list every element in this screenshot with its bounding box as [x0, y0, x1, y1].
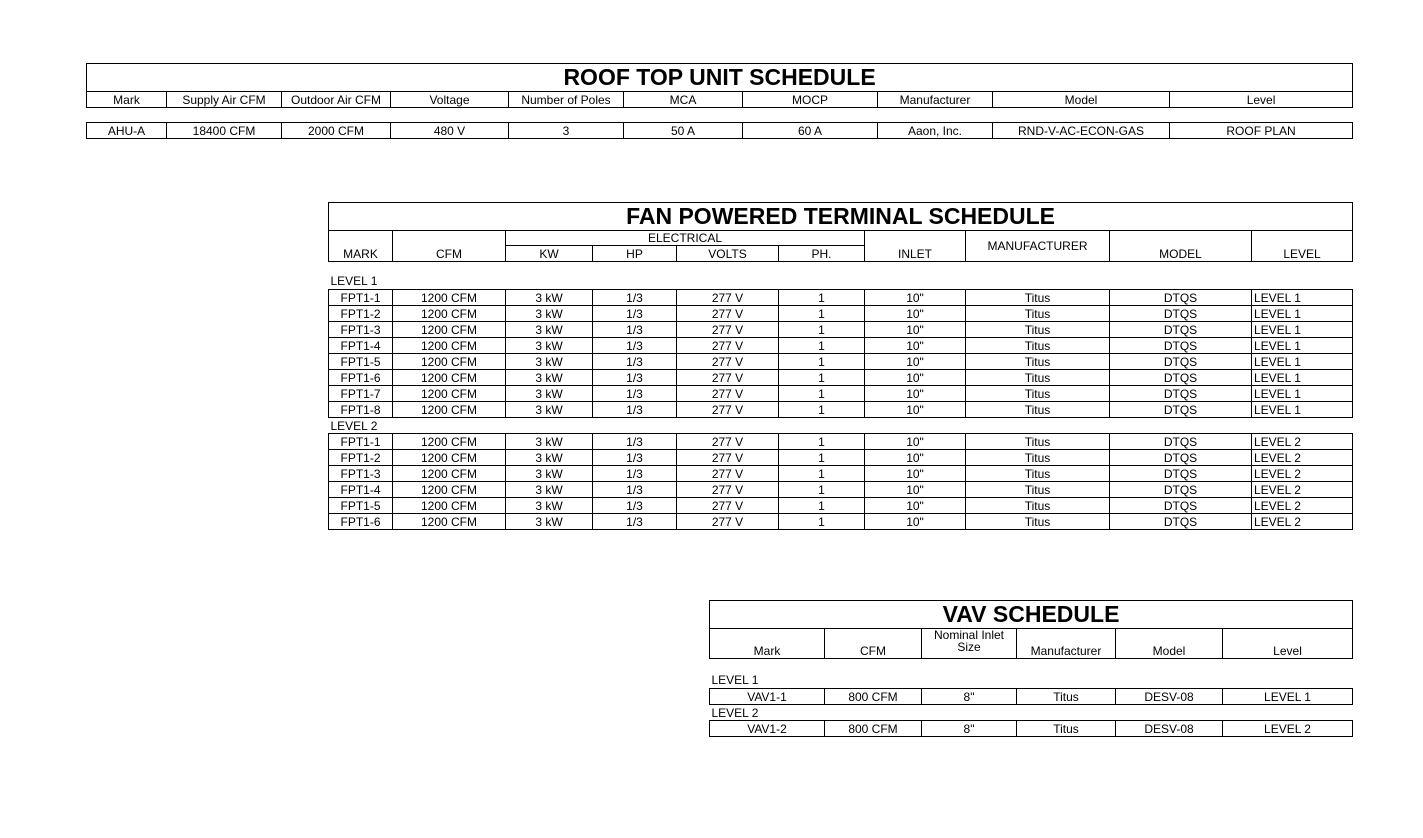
rtu-col-manufacturer: Manufacturer [878, 92, 993, 108]
cell: 10" [865, 354, 966, 370]
cell: LEVEL 1 [1252, 370, 1353, 386]
table-row [329, 434, 1353, 450]
cell: FPT1-4 [329, 338, 393, 354]
cell: DTQS [1110, 514, 1252, 530]
cell: Titus [966, 434, 1110, 450]
cell: 3 kW [506, 290, 593, 306]
cell: 1 [779, 498, 865, 514]
cell: 1 [779, 466, 865, 482]
cell: 1200 CFM [393, 290, 506, 306]
section-label: LEVEL 1 [711, 673, 759, 688]
cell: FPT1-4 [329, 482, 393, 498]
cell: 10" [865, 514, 966, 530]
cell: LEVEL 2 [1252, 482, 1353, 498]
cell: LEVEL 1 [1252, 290, 1353, 306]
cell: FPT1-6 [329, 370, 393, 386]
cell: 10" [865, 386, 966, 402]
cell: DTQS [1110, 386, 1252, 402]
cell: 3 kW [506, 450, 593, 466]
fpt-col-volts: VOLTS [677, 246, 779, 262]
cell: 1 [779, 322, 865, 338]
rtu-col-outdoor-cfm: Outdoor Air CFM [282, 92, 391, 108]
cell: 3 kW [506, 370, 593, 386]
cell: 3 kW [506, 322, 593, 338]
cell: Aaon, Inc. [878, 123, 993, 139]
cell: 3 [509, 123, 624, 139]
cell: FPT1-3 [329, 322, 393, 338]
cell: 277 V [677, 354, 779, 370]
cell: 10" [865, 322, 966, 338]
fpt-col-mark: MARK [329, 231, 393, 262]
cell: 1 [779, 290, 865, 306]
vav-title: VAV SCHEDULE [710, 601, 1353, 629]
cell: DTQS [1110, 338, 1252, 354]
cell: DTQS [1110, 434, 1252, 450]
cell: Titus [1017, 721, 1116, 737]
rtu-col-poles: Number of Poles [509, 92, 624, 108]
cell: 277 V [677, 306, 779, 322]
cell: Titus [966, 482, 1110, 498]
cell: FPT1-1 [329, 434, 393, 450]
cell: 1/3 [593, 370, 677, 386]
rtu-col-voltage: Voltage [391, 92, 509, 108]
fpt-col-model: MODEL [1110, 231, 1252, 262]
vav-col-inlet-size: Nominal Inlet Size [922, 629, 1017, 659]
cell: FPT1-8 [329, 402, 393, 418]
cell: 3 kW [506, 514, 593, 530]
cell: 800 CFM [825, 689, 922, 705]
cell: 277 V [677, 514, 779, 530]
cell: 277 V [677, 498, 779, 514]
cell: VAV1-1 [710, 689, 825, 705]
cell: 10" [865, 450, 966, 466]
cell: DTQS [1110, 466, 1252, 482]
cell: LEVEL 2 [1223, 721, 1353, 737]
vav-col-level: Level [1223, 629, 1353, 659]
cell: 1/3 [593, 434, 677, 450]
cell: 1200 CFM [393, 434, 506, 450]
cell: Titus [966, 290, 1110, 306]
cell: 3 kW [506, 434, 593, 450]
cell: 3 kW [506, 498, 593, 514]
cell: 1/3 [593, 482, 677, 498]
cell: 1200 CFM [393, 306, 506, 322]
cell: 1200 CFM [393, 370, 506, 386]
cell: 1200 CFM [393, 354, 506, 370]
cell: 3 kW [506, 306, 593, 322]
fpt-col-kw: KW [506, 246, 593, 262]
rtu-col-mca: MCA [624, 92, 743, 108]
cell: Titus [1017, 689, 1116, 705]
table-row [329, 306, 1353, 322]
cell: 1 [779, 306, 865, 322]
cell: 277 V [677, 402, 779, 418]
cell: 1/3 [593, 514, 677, 530]
cell: DTQS [1110, 306, 1252, 322]
cell: DTQS [1110, 370, 1252, 386]
cell: 1200 CFM [393, 482, 506, 498]
cell: 8" [922, 689, 1017, 705]
cell: 1/3 [593, 498, 677, 514]
cell: 50 A [624, 123, 743, 139]
fpt-col-hp: HP [593, 246, 677, 262]
cell: 18400 CFM [167, 123, 282, 139]
cell: 3 kW [506, 386, 593, 402]
cell: 1/3 [593, 466, 677, 482]
cell: 1200 CFM [393, 466, 506, 482]
cell: LEVEL 2 [1252, 466, 1353, 482]
cell: 1200 CFM [393, 450, 506, 466]
cell: FPT1-5 [329, 354, 393, 370]
cell: 1/3 [593, 322, 677, 338]
cell: DTQS [1110, 322, 1252, 338]
cell: 1/3 [593, 354, 677, 370]
cell: 1 [779, 434, 865, 450]
cell: 1 [779, 386, 865, 402]
cell: Titus [966, 514, 1110, 530]
cell: 800 CFM [825, 721, 922, 737]
cell: DTQS [1110, 482, 1252, 498]
cell: LEVEL 1 [1252, 354, 1353, 370]
cell: 10" [865, 370, 966, 386]
cell: 1/3 [593, 290, 677, 306]
cell: DTQS [1110, 354, 1252, 370]
cell: 277 V [677, 322, 779, 338]
table-row [329, 466, 1353, 482]
table-row [329, 386, 1353, 402]
cell: LEVEL 1 [1223, 689, 1353, 705]
table-row [329, 514, 1353, 530]
cell: LEVEL 1 [1252, 386, 1353, 402]
table-row [329, 450, 1353, 466]
cell: Titus [966, 354, 1110, 370]
fpt-group-electrical: ELECTRICAL [506, 231, 865, 246]
fpt-title: FAN POWERED TERMINAL SCHEDULE [329, 203, 1353, 231]
cell: LEVEL 2 [1252, 450, 1353, 466]
cell: 3 kW [506, 402, 593, 418]
cell: RND-V-AC-ECON-GAS [993, 123, 1170, 139]
vav-schedule [709, 600, 1353, 737]
table-row [87, 123, 1353, 139]
rtu-col-supply-cfm: Supply Air CFM [167, 92, 282, 108]
vav-col-manufacturer: Manufacturer [1017, 629, 1116, 659]
fpt-col-inlet: INLET [865, 231, 966, 262]
cell: 10" [865, 466, 966, 482]
cell: Titus [966, 450, 1110, 466]
fpt-col-cfm: CFM [393, 231, 506, 262]
cell: LEVEL 2 [1252, 498, 1353, 514]
cell: Titus [966, 370, 1110, 386]
cell: 10" [865, 306, 966, 322]
table-row [329, 402, 1353, 418]
cell: 3 kW [506, 482, 593, 498]
rtu-col-mocp: MOCP [743, 92, 878, 108]
cell: LEVEL 1 [1252, 306, 1353, 322]
cell: 480 V [391, 123, 509, 139]
vav-col-mark: Mark [710, 629, 825, 659]
section-label: LEVEL 1 [330, 274, 378, 289]
cell: 60 A [743, 123, 878, 139]
rtu-title: ROOF TOP UNIT SCHEDULE [87, 64, 1353, 92]
cell: Titus [966, 306, 1110, 322]
cell: 10" [865, 498, 966, 514]
fpt-col-manufacturer: MANUFACTURER [966, 231, 1110, 262]
cell: 1200 CFM [393, 498, 506, 514]
cell: DTQS [1110, 450, 1252, 466]
cell: DTQS [1110, 402, 1252, 418]
rtu-col-level: Level [1170, 92, 1353, 108]
table-row [329, 322, 1353, 338]
table-row [329, 498, 1353, 514]
cell: 10" [865, 434, 966, 450]
cell: 8" [922, 721, 1017, 737]
cell: 277 V [677, 338, 779, 354]
cell: 1 [779, 514, 865, 530]
cell: 3 kW [506, 466, 593, 482]
cell: DTQS [1110, 290, 1252, 306]
cell: LEVEL 1 [1252, 322, 1353, 338]
cell: 1 [779, 338, 865, 354]
cell: 277 V [677, 482, 779, 498]
cell: 277 V [677, 290, 779, 306]
cell: 1200 CFM [393, 338, 506, 354]
table-row [710, 721, 1353, 737]
cell: 1200 CFM [393, 386, 506, 402]
cell: LEVEL 1 [1252, 338, 1353, 354]
rtu-col-model: Model [993, 92, 1170, 108]
cell: 277 V [677, 370, 779, 386]
cell: FPT1-2 [329, 450, 393, 466]
cell: 10" [865, 290, 966, 306]
cell: 10" [865, 402, 966, 418]
table-row [329, 370, 1353, 386]
cell: LEVEL 2 [1252, 514, 1353, 530]
cell: FPT1-3 [329, 466, 393, 482]
cell: 3 kW [506, 338, 593, 354]
cell: DESV-08 [1116, 721, 1223, 737]
cell: 1 [779, 402, 865, 418]
fpt-col-ph: PH. [779, 246, 865, 262]
cell: FPT1-7 [329, 386, 393, 402]
cell: 277 V [677, 386, 779, 402]
cell: 1 [779, 354, 865, 370]
cell: 1200 CFM [393, 514, 506, 530]
cell: Titus [966, 386, 1110, 402]
cell: DESV-08 [1116, 689, 1223, 705]
cell: FPT1-2 [329, 306, 393, 322]
vav-col-cfm: CFM [825, 629, 922, 659]
cell: ROOF PLAN [1170, 123, 1353, 139]
cell: Titus [966, 402, 1110, 418]
cell: DTQS [1110, 498, 1252, 514]
table-row [329, 338, 1353, 354]
cell: VAV1-2 [710, 721, 825, 737]
section-label: LEVEL 2 [330, 418, 378, 433]
table-row [710, 689, 1353, 705]
cell: Titus [966, 498, 1110, 514]
cell: 1200 CFM [393, 322, 506, 338]
vav-col-model: Model [1116, 629, 1223, 659]
cell: FPT1-1 [329, 290, 393, 306]
cell: 1 [779, 370, 865, 386]
cell: Titus [966, 322, 1110, 338]
fpt-col-level: LEVEL [1252, 231, 1353, 262]
rtu-col-mark: Mark [87, 92, 167, 108]
cell: 1/3 [593, 402, 677, 418]
cell: 10" [865, 338, 966, 354]
cell: Titus [966, 466, 1110, 482]
fpt-schedule [328, 202, 1353, 530]
cell: 3 kW [506, 354, 593, 370]
cell: 1/3 [593, 338, 677, 354]
table-row [329, 354, 1353, 370]
cell: 1/3 [593, 450, 677, 466]
cell: AHU-A [87, 123, 167, 139]
cell: LEVEL 1 [1252, 402, 1353, 418]
table-row [329, 290, 1353, 306]
cell: 1/3 [593, 306, 677, 322]
cell: 2000 CFM [282, 123, 391, 139]
cell: 1/3 [593, 386, 677, 402]
cell: FPT1-6 [329, 514, 393, 530]
cell: 277 V [677, 466, 779, 482]
rtu-schedule [86, 63, 1353, 139]
cell: 1 [779, 482, 865, 498]
cell: 1200 CFM [393, 402, 506, 418]
cell: 277 V [677, 434, 779, 450]
cell: 1 [779, 450, 865, 466]
cell: Titus [966, 338, 1110, 354]
cell: 277 V [677, 450, 779, 466]
section-label: LEVEL 2 [711, 705, 759, 720]
table-row [329, 482, 1353, 498]
cell: 10" [865, 482, 966, 498]
cell: FPT1-5 [329, 498, 393, 514]
cell: LEVEL 2 [1252, 434, 1353, 450]
